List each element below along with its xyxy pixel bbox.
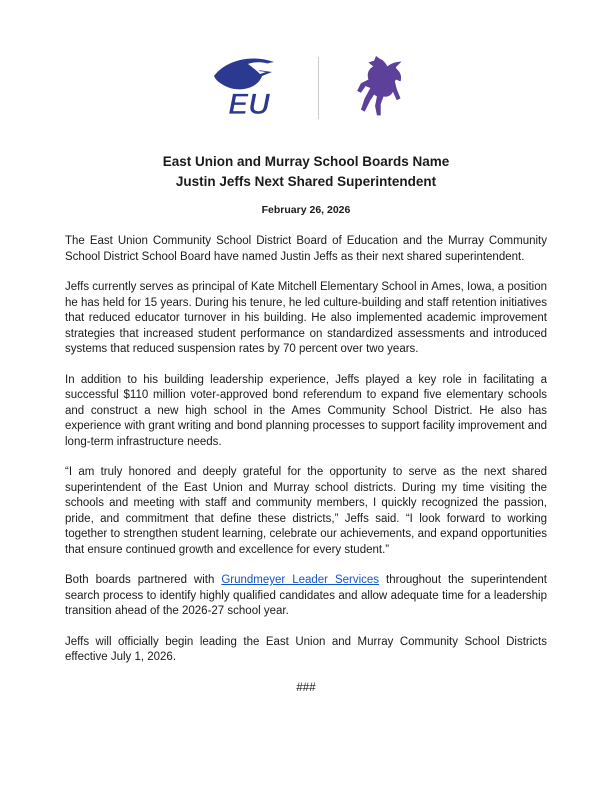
title-line-2: Justin Jeffs Next Shared Superintendent [175,174,437,189]
east-union-eagle-icon [208,54,290,122]
murray-logo [347,55,405,121]
paragraph-quote: “I am truly honored and deeply grateful for the opportunity to serve as the next shared superintendent of the East Union and Murray school districts. During my time visiting the schools and meeting with staff and community members, I quickly recognized the passion, pride, and commitment that define these districts,” Jeffs said. “I look forward to working together to strengthen student learning, celebrate our achievements, and expand opportunities that ensure continued growth and excellence for every student.” [65,466,547,556]
paragraph-background: Jeffs currently serves as principal of Kate Mitchell Elementary School in Ames, Iowa, a position he has held for 15 years. During his tenure, he led culture-building and staff retention initiatives that reduced educator turnover in his building. He also implemented academic improvement strategies that increased student performance on standardized assessments and introduced systems that reduced suspension rates by 70 percent over two years. [65,281,547,355]
partner-text-after: throughout the superintendent search process to identify highly qualified candidates and allow adequate time for a leadership transition ahead of the 2026-27 school year. [65,574,547,617]
east-union-eu-letters: EU [227,88,270,121]
date-line: February 26, 2026 [261,204,351,216]
paragraph-search-partner [65,573,547,620]
press-release-end-mark: ### [296,681,316,694]
paragraph-announcement: The East Union Community School District Board of Education and the Murray Community School District School Board have named Justin Jeffs as their next shared superintendent. [65,235,547,263]
paragraph-start-date: Jeffs will officially begin leading the East Union and Murray Community School Districts effective July 1, 2026. [65,635,547,663]
murray-mustang-icon [347,55,405,121]
logo-header [65,52,547,124]
grundmeyer-leader-services-link[interactable]: Grundmeyer Leader Services [221,574,380,586]
partner-text-before: Both boards partnered with [65,574,222,586]
paragraph-leadership-experience: In addition to his building leadership experience, Jeffs played a key role in facilitating a successful $110 million voter-approved bond referendum to expand five elementary schools and construct a new high school in the Ames Community School District. He also has experience with grant writing and bond planning processes to support facility improvement and long-term infrastructure needs. [65,373,547,448]
press-release-title [65,152,547,192]
logo-divider [318,57,319,119]
east-union-logo [208,54,290,122]
title-line-1: East Union and Murray School Boards Name [162,154,450,169]
